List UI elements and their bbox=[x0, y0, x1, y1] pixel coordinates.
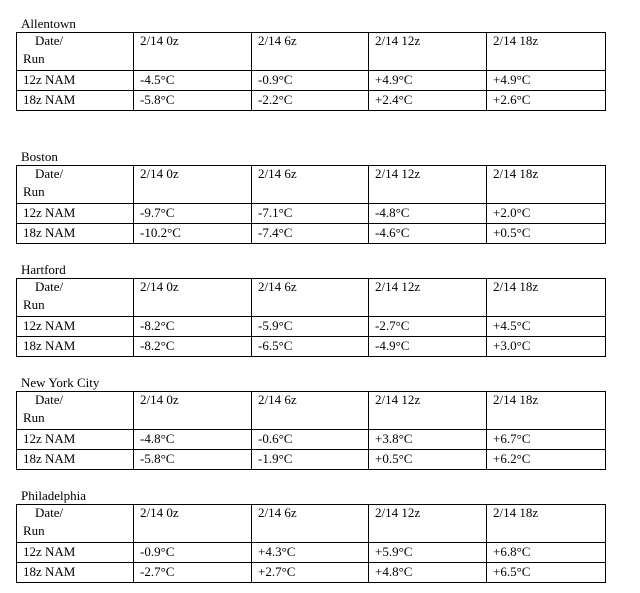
column-header: 2/14 12z bbox=[369, 392, 487, 430]
temperature-cell: +4.9°C bbox=[369, 71, 487, 91]
temperature-cell: -7.1°C bbox=[252, 204, 369, 224]
table-row bbox=[17, 91, 606, 111]
date-run-header: Date/ Run bbox=[17, 392, 134, 430]
city-name: Allentown bbox=[21, 16, 76, 31]
temperature-table bbox=[16, 165, 606, 244]
run-label: 12z NAM bbox=[17, 430, 134, 450]
header-row bbox=[17, 392, 606, 430]
temperature-cell: +2.4°C bbox=[369, 91, 487, 111]
table-row bbox=[17, 563, 606, 583]
column-header: 2/14 6z bbox=[252, 392, 369, 430]
column-header: 2/14 0z bbox=[134, 392, 252, 430]
column-header: 2/14 18z bbox=[487, 279, 606, 317]
temperature-cell: -4.9°C bbox=[369, 337, 487, 357]
temperature-cell: +2.6°C bbox=[487, 91, 606, 111]
column-header: 2/14 18z bbox=[487, 33, 606, 71]
date-run-header: Date/ Run bbox=[17, 505, 134, 543]
temperature-cell: -5.9°C bbox=[252, 317, 369, 337]
temperature-cell: -0.6°C bbox=[252, 430, 369, 450]
city-name: Philadelphia bbox=[21, 488, 86, 503]
temperature-cell: -7.4°C bbox=[252, 224, 369, 244]
temperature-cell: +6.5°C bbox=[487, 563, 606, 583]
column-header: 2/14 12z bbox=[369, 279, 487, 317]
column-header: 2/14 18z bbox=[487, 166, 606, 204]
temperature-cell: +3.8°C bbox=[369, 430, 487, 450]
temperature-cell: -0.9°C bbox=[134, 543, 252, 563]
table-row bbox=[17, 204, 606, 224]
table-row bbox=[17, 224, 606, 244]
city-name: Boston bbox=[21, 149, 58, 164]
temperature-cell: -0.9°C bbox=[252, 71, 369, 91]
temperature-table bbox=[16, 278, 606, 357]
temperature-cell: -2.7°C bbox=[369, 317, 487, 337]
temperature-cell: -8.2°C bbox=[134, 317, 252, 337]
column-header: 2/14 6z bbox=[252, 279, 369, 317]
run-label: 12z NAM bbox=[17, 317, 134, 337]
temperature-cell: +3.0°C bbox=[487, 337, 606, 357]
column-header: 2/14 18z bbox=[487, 505, 606, 543]
city-name: Hartford bbox=[21, 262, 66, 277]
run-label: 18z NAM bbox=[17, 91, 134, 111]
table-row bbox=[17, 71, 606, 91]
temperature-cell: -4.6°C bbox=[369, 224, 487, 244]
temperature-cell: -5.8°C bbox=[134, 91, 252, 111]
run-label: 18z NAM bbox=[17, 450, 134, 470]
run-label: 18z NAM bbox=[17, 337, 134, 357]
header-row bbox=[17, 166, 606, 204]
temperature-table bbox=[16, 391, 606, 470]
temperature-cell: +2.7°C bbox=[252, 563, 369, 583]
temperature-cell: +5.9°C bbox=[369, 543, 487, 563]
run-label: 12z NAM bbox=[17, 71, 134, 91]
date-run-header: Date/ Run bbox=[17, 279, 134, 317]
run-label: 18z NAM bbox=[17, 224, 134, 244]
temperature-cell: -1.9°C bbox=[252, 450, 369, 470]
temperature-cell: -2.7°C bbox=[134, 563, 252, 583]
temperature-cell: +4.9°C bbox=[487, 71, 606, 91]
temperature-cell: +4.3°C bbox=[252, 543, 369, 563]
date-run-header: Date/ Run bbox=[17, 166, 134, 204]
run-label: 18z NAM bbox=[17, 563, 134, 583]
table-row bbox=[17, 543, 606, 563]
temperature-cell: +4.5°C bbox=[487, 317, 606, 337]
temperature-cell: +0.5°C bbox=[487, 224, 606, 244]
table-row bbox=[17, 450, 606, 470]
temperature-cell: -5.8°C bbox=[134, 450, 252, 470]
temperature-cell: -2.2°C bbox=[252, 91, 369, 111]
table-row bbox=[17, 317, 606, 337]
temperature-cell: +6.2°C bbox=[487, 450, 606, 470]
column-header: 2/14 6z bbox=[252, 33, 369, 71]
column-header: 2/14 12z bbox=[369, 505, 487, 543]
table-row bbox=[17, 337, 606, 357]
run-label: 12z NAM bbox=[17, 543, 134, 563]
temperature-cell: +6.7°C bbox=[487, 430, 606, 450]
header-row bbox=[17, 33, 606, 71]
column-header: 2/14 0z bbox=[134, 279, 252, 317]
temperature-cell: -10.2°C bbox=[134, 224, 252, 244]
header-row bbox=[17, 279, 606, 317]
temperature-cell: -4.5°C bbox=[134, 71, 252, 91]
column-header: 2/14 12z bbox=[369, 166, 487, 204]
run-label: 12z NAM bbox=[17, 204, 134, 224]
column-header: 2/14 6z bbox=[252, 166, 369, 204]
column-header: 2/14 0z bbox=[134, 505, 252, 543]
temperature-table bbox=[16, 504, 606, 583]
temperature-cell: +6.8°C bbox=[487, 543, 606, 563]
temperature-cell: -4.8°C bbox=[369, 204, 487, 224]
temperature-cell: +4.8°C bbox=[369, 563, 487, 583]
date-run-header: Date/ Run bbox=[17, 33, 134, 71]
column-header: 2/14 6z bbox=[252, 505, 369, 543]
city-name: New York City bbox=[21, 375, 100, 390]
temperature-cell: -4.8°C bbox=[134, 430, 252, 450]
temperature-cell: -9.7°C bbox=[134, 204, 252, 224]
temperature-cell: -8.2°C bbox=[134, 337, 252, 357]
temperature-cell: +2.0°C bbox=[487, 204, 606, 224]
table-row bbox=[17, 430, 606, 450]
column-header: 2/14 0z bbox=[134, 166, 252, 204]
temperature-cell: -6.5°C bbox=[252, 337, 369, 357]
column-header: 2/14 12z bbox=[369, 33, 487, 71]
temperature-cell: +0.5°C bbox=[369, 450, 487, 470]
column-header: 2/14 0z bbox=[134, 33, 252, 71]
temperature-table bbox=[16, 32, 606, 111]
column-header: 2/14 18z bbox=[487, 392, 606, 430]
header-row bbox=[17, 505, 606, 543]
